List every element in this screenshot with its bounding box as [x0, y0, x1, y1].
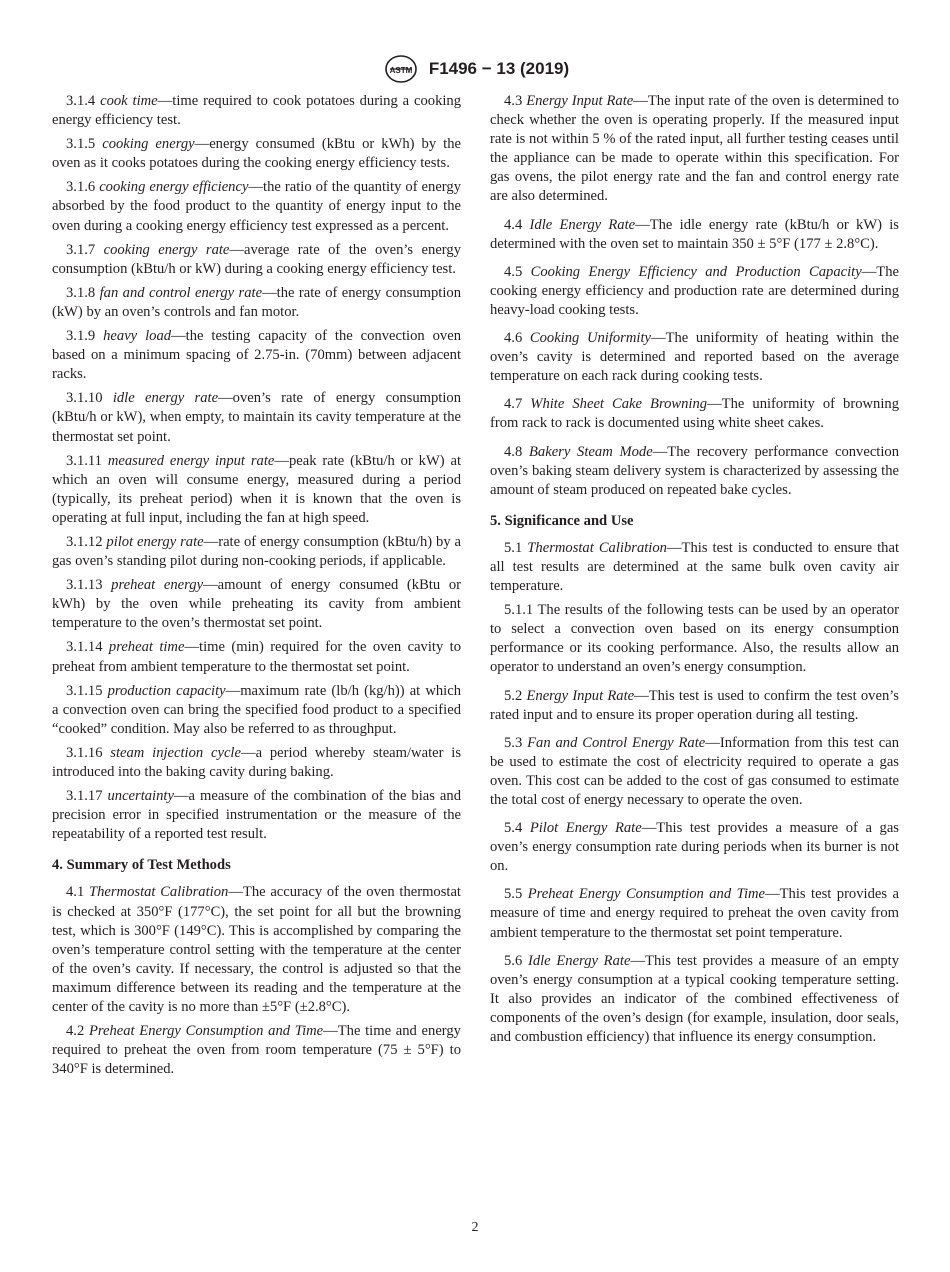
right-column — [490, 92, 899, 1056]
definition-3-1-12: 3.1.12 pilot energy rate—rate of energy consumption (kBtu/h) by a gas oven’s standing pilot during non-cooking periods, if applicable. — [52, 533, 461, 570]
paragraph-5-2: 5.2 Energy Input Rate—This test is used to confirm the test oven’s rated input and to ensure its proper operation during all testing. — [490, 687, 899, 723]
definition-3-1-5: 3.1.5 cooking energy—energy consumed (kBtu or kWh) by the oven as it cooks potatoes during the cooking energy efficiency tests. — [52, 136, 461, 172]
definition-3-1-9: 3.1.9 heavy load—the testing capacity of the convection oven based on a minimum spacing of 2.75-in. (70mm) between adjacent racks. — [52, 328, 461, 383]
paragraph-4-1: 4.1 Thermostat Calibration—The accuracy of the oven thermostat is checked at 350°F (177°C), the set point for all but the browning test, which is 300°F (149°C). This is accomplished by comparing the oven’s temperature control setting with the temperature at the center of the oven’s cavity. If necessary, the control is adjusted so that the maximum difference between its reading and the temperature at the center of the cavity is no more than ±5°F (±2.8°C). — [52, 884, 461, 1016]
paragraph-4-2: 4.2 Preheat Energy Consumption and Time—The time and energy required to preheat the oven from room temperature (75 ± 5°F) to 340°F is determined. — [52, 1023, 461, 1078]
definition-3-1-16: 3.1.16 steam injection cycle—a period whereby steam/water is introduced into the baking cavity during baking. — [52, 744, 461, 780]
page-header — [0, 54, 950, 84]
definition-3-1-4: 3.1.4 cook time—time required to cook potatoes during a cooking energy efficiency test. — [52, 93, 462, 129]
paragraph-5-5: 5.5 Preheat Energy Consumption and Time—This test provides a measure of time and energy required to preheat the oven cavity from ambient temperature to the thermostat set point temperature. — [490, 886, 899, 941]
page-number: 2 — [471, 1220, 479, 1235]
section-5-heading: 5. Significance and Use — [490, 512, 634, 529]
definition-3-1-17: 3.1.17 uncertainty—a measure of the combination of the bias and precision error in specified instrumentation or the measure of the repeatability of a reported test result. — [52, 788, 461, 843]
paragraph-5-1: 5.1 Thermostat Calibration—This test is conducted to ensure that all test results are determined at the same bulk oven cavity air temperature. — [490, 539, 899, 595]
definition-3-1-6: 3.1.6 cooking energy efficiency—the ratio of the quantity of energy absorbed by the food product to the quantity of energy input to the oven during a cooking energy efficiency test expressed as a percent. — [52, 179, 461, 234]
definition-3-1-15: 3.1.15 production capacity—maximum rate (lb/h (kg/h)) at which a convection oven can bring the specified food product to a specified “cooked” condition. May also be referred to as throughput. — [52, 682, 461, 737]
definition-3-1-7: 3.1.7 cooking energy rate—average rate of the oven’s energy consumption (kBtu/h or kW) during a cooking energy efficiency test. — [52, 241, 461, 277]
paragraph-4-3: 4.3 Energy Input Rate—The input rate of the oven is determined to check whether the oven is operating properly. If the measured input rate is not within 5 % of the rated input, all further testing ceases until the appliance can be made to operate within this specification. For gas ovens, the pilot energy rate and the fan and control energy rate are also determined. — [490, 93, 899, 205]
definition-3-1-14: 3.1.14 preheat time—time (min) required for the oven cavity to preheat from ambient temperature to the thermostat set point. — [52, 639, 462, 675]
paragraph-5-6: 5.6 Idle Energy Rate—This test provides a measure of an empty oven’s energy consumption at a typical cooking temperature setting. It also provides an indicator of the combined effectiveness of components of the oven’s design (for example, insulation, door seals, and combustion efficiency) that influence its energy consumption. — [490, 952, 899, 1046]
definition-3-1-10: 3.1.10 idle energy rate—oven’s rate of energy consumption (kBtu/h or kW), when empty, to maintain its cavity temperature at the thermostat set point. — [52, 390, 462, 445]
section-4-heading: 4. Summary of Test Methods — [52, 857, 231, 874]
paragraph-4-4: 4.4 Idle Energy Rate—The idle energy rate (kBtu/h or kW) is determined with the oven set to maintain 350 ± 5°F (177 ± 2.8°C). — [490, 216, 899, 252]
definition-3-1-8: 3.1.8 fan and control energy rate—the rate of energy consumption (kW) by an oven’s controls and fan motor. — [52, 284, 462, 320]
paragraph-4-7: 4.7 White Sheet Cake Browning—The uniformity of browning from rack to rack is documented using white sheet cakes. — [490, 396, 899, 432]
standard-designation: F1496 − 13 (2019) — [428, 59, 570, 78]
astm-logo-icon — [381, 54, 421, 84]
definition-3-1-11: 3.1.11 measured energy input rate—peak rate (kBtu/h or kW) at which an oven will consume energy, measured during a period (typically, its preheat period) when it is known that the oven is operating at full input, including the fan at high speed. — [52, 452, 462, 526]
paragraph-4-8: 4.8 Bakery Steam Mode—The recovery performance convection oven’s baking steam delivery system is characterized by assessing the amount of steam produced on repeated bake cycles. — [490, 443, 900, 498]
definition-3-1-13: 3.1.13 preheat energy—amount of energy consumed (kBtu or kWh) by the oven while preheating its cavity from ambient temperature to the oven’s thermostat set point. — [52, 577, 461, 632]
svg-text:ASTM: ASTM — [389, 66, 413, 75]
paragraph-5-3: 5.3 Fan and Control Energy Rate—Information from this test can be used to estimate the cost of electricity required to operate a gas oven. This cost can be added to the cost of gas consumed to estimate the total cost of energy necessary to operate the oven. — [490, 734, 899, 808]
paragraph-4-6: 4.6 Cooking Uniformity—The uniformity of heating within the oven’s cavity is determined and reported based on the average temperature on each rack during cooking tests. — [490, 330, 900, 385]
paragraph-4-5: 4.5 Cooking Energy Efficiency and Production Capacity—The cooking energy efficiency and production rate are determined during heavy-load cooking tests. — [490, 263, 899, 318]
paragraph-5-1-1: 5.1.1 The results of the following tests can be used by an operator to select a convection oven based on its energy consumption performance or its cooking performance. Also, the results allow an operator to understand an oven’s energy consumption. — [490, 602, 899, 676]
left-column — [52, 92, 461, 1084]
paragraph-5-4: 5.4 Pilot Energy Rate—This test provides a measure of a gas oven’s energy consumption rate during periods when its burner is not on. — [490, 820, 899, 875]
